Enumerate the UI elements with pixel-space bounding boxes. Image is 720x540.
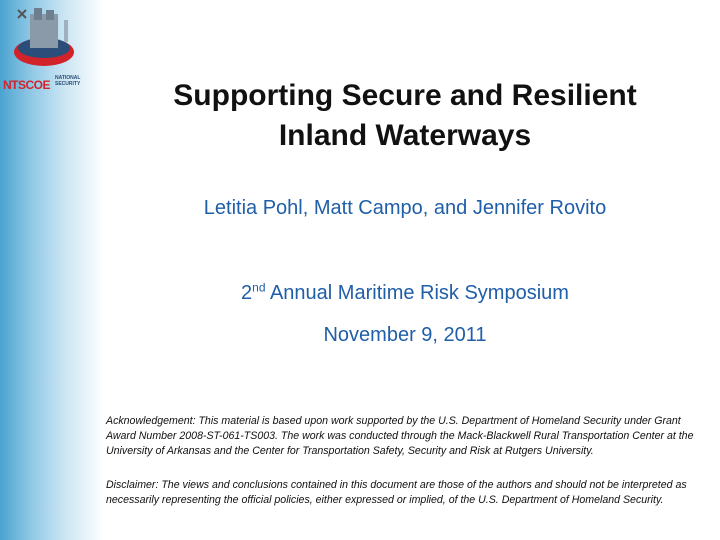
slide-title — [110, 76, 700, 156]
ntscoe-logo — [0, 0, 104, 104]
event-name — [110, 282, 700, 305]
logo-subtitle — [55, 76, 95, 87]
authors: Letitia Pohl, Matt Campo, and Jennifer Rovito — [203, 197, 607, 219]
logo-sub-line-2: SECURITY — [55, 80, 81, 87]
event-title: Annual Maritime Risk Symposium — [269, 282, 569, 304]
event-ordinal-suffix: nd — [252, 280, 266, 295]
logo-wordmark: NTSCOE — [3, 78, 51, 92]
event-number: 2 — [241, 282, 253, 304]
title-line-2: Inland Waterways — [278, 119, 532, 152]
title-line-1: Supporting Secure and Resilient — [173, 79, 637, 112]
disclaimer-text: Disclaimer: The views and conclusions contained in this document are those of the authors and should not be interpreted as necessarily representing the official policies, either expressed or implied, of the U.S. Department of Homeland Security. — [106, 479, 687, 506]
logo-sub-line-1: NATIONAL — [55, 75, 81, 81]
logo-emblem-icon — [8, 0, 88, 76]
acknowledgement-text: Acknowledgement: This material is based upon work supported by the U.S. Department of Homeland Security under Grant Award Number 2008-ST-061-TS003. The work was conducted through the Mack-Blackwell Rural Transportation Center at the University of Arkansas and the Center for Transportation Safety, Security and Risk at Rutgers University. — [106, 415, 694, 457]
event-date: November 9, 2011 — [323, 324, 487, 346]
